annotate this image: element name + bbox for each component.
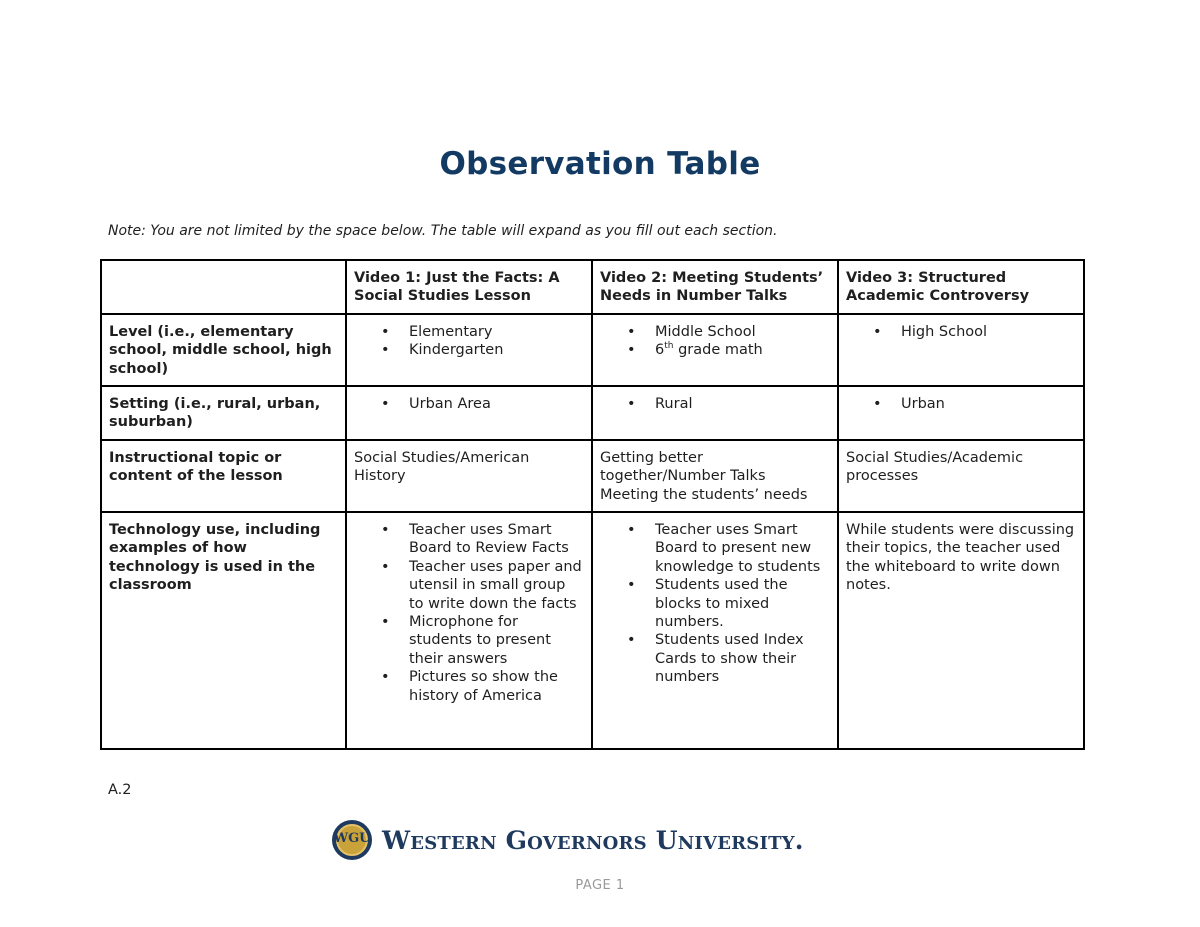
row-label-topic: Instructional topic or content of the lesson (101, 440, 346, 512)
seal-monogram: WGU (333, 831, 371, 846)
table-row-technology (101, 512, 1084, 749)
section-reference: A.2 (108, 782, 132, 798)
table-row-topic (101, 440, 1084, 512)
list-item: • High School (846, 323, 1076, 341)
header-video-1: Video 1: Just the Facts: A Social Studies Lesson (346, 260, 592, 314)
technology-video-1 (346, 512, 592, 749)
grade-text: grade math (673, 342, 763, 359)
ordinal-suffix: th (664, 341, 674, 352)
list-item: • Microphone for students to present their answers (354, 613, 584, 668)
level-video-1 (346, 314, 592, 386)
list-item: • Urban Area (354, 395, 584, 413)
header-video-3: Video 3: Structured Academic Controversy (838, 260, 1084, 314)
setting-video-3 (838, 386, 1084, 440)
list-item: • Students used Index Cards to show their numbers (600, 631, 830, 686)
list-item: • Teacher uses Smart Board to Review Facts (354, 521, 584, 558)
header-video-2: Video 2: Meeting Students’ Needs in Number Talks (592, 260, 838, 314)
list-item: • Teacher uses paper and utensil in small group to write down the facts (354, 558, 584, 613)
observation-table (100, 259, 1085, 750)
row-label-level: Level (i.e., elementary school, middle school, high school) (101, 314, 346, 386)
topic-line: Meeting the students’ needs (600, 486, 808, 503)
topic-video-1: Social Studies/American History (346, 440, 592, 512)
wgu-seal-icon (332, 820, 372, 860)
list-item: • Elementary (354, 323, 584, 341)
topic-video-2 (592, 440, 838, 512)
technology-video-2 (592, 512, 838, 749)
list-item: • Teacher uses Smart Board to present new knowledge to students (600, 521, 830, 576)
table-row-level (101, 314, 1084, 386)
logo-wordmark: Western Governors University. (382, 825, 804, 855)
topic-video-3: Social Studies/Academic processes (838, 440, 1084, 512)
grade-number: 6 (655, 342, 665, 359)
technology-video-3: While students were discussing their topics, the teacher used the whiteboard to write down notes. (838, 512, 1084, 749)
list-item: • Urban (846, 395, 1076, 413)
table-row-setting (101, 386, 1084, 440)
list-item: • Rural (600, 395, 830, 413)
level-video-3 (838, 314, 1084, 386)
list-item (600, 341, 830, 359)
page-number: PAGE 1 (575, 878, 625, 893)
table-header-row (101, 260, 1084, 314)
list-item: • Middle School (600, 323, 830, 341)
row-label-setting: Setting (i.e., rural, urban, suburban) (101, 386, 346, 440)
page-title: Observation Table (439, 146, 761, 182)
setting-video-2 (592, 386, 838, 440)
list-item: • Kindergarten (354, 341, 584, 359)
wgu-logo (332, 818, 804, 862)
list-item: • Pictures so show the history of America (354, 668, 584, 705)
list-item: • Students used the blocks to mixed numbers. (600, 576, 830, 631)
level-video-2 (592, 314, 838, 386)
row-label-technology: Technology use, including examples of how technology is used in the classroom (101, 512, 346, 749)
topic-line: Getting better together/Number Talks (600, 450, 766, 485)
setting-video-1 (346, 386, 592, 440)
instruction-note: Note: You are not limited by the space below. The table will expand as you fill out each section. (108, 223, 778, 239)
header-cell-empty (101, 260, 346, 314)
